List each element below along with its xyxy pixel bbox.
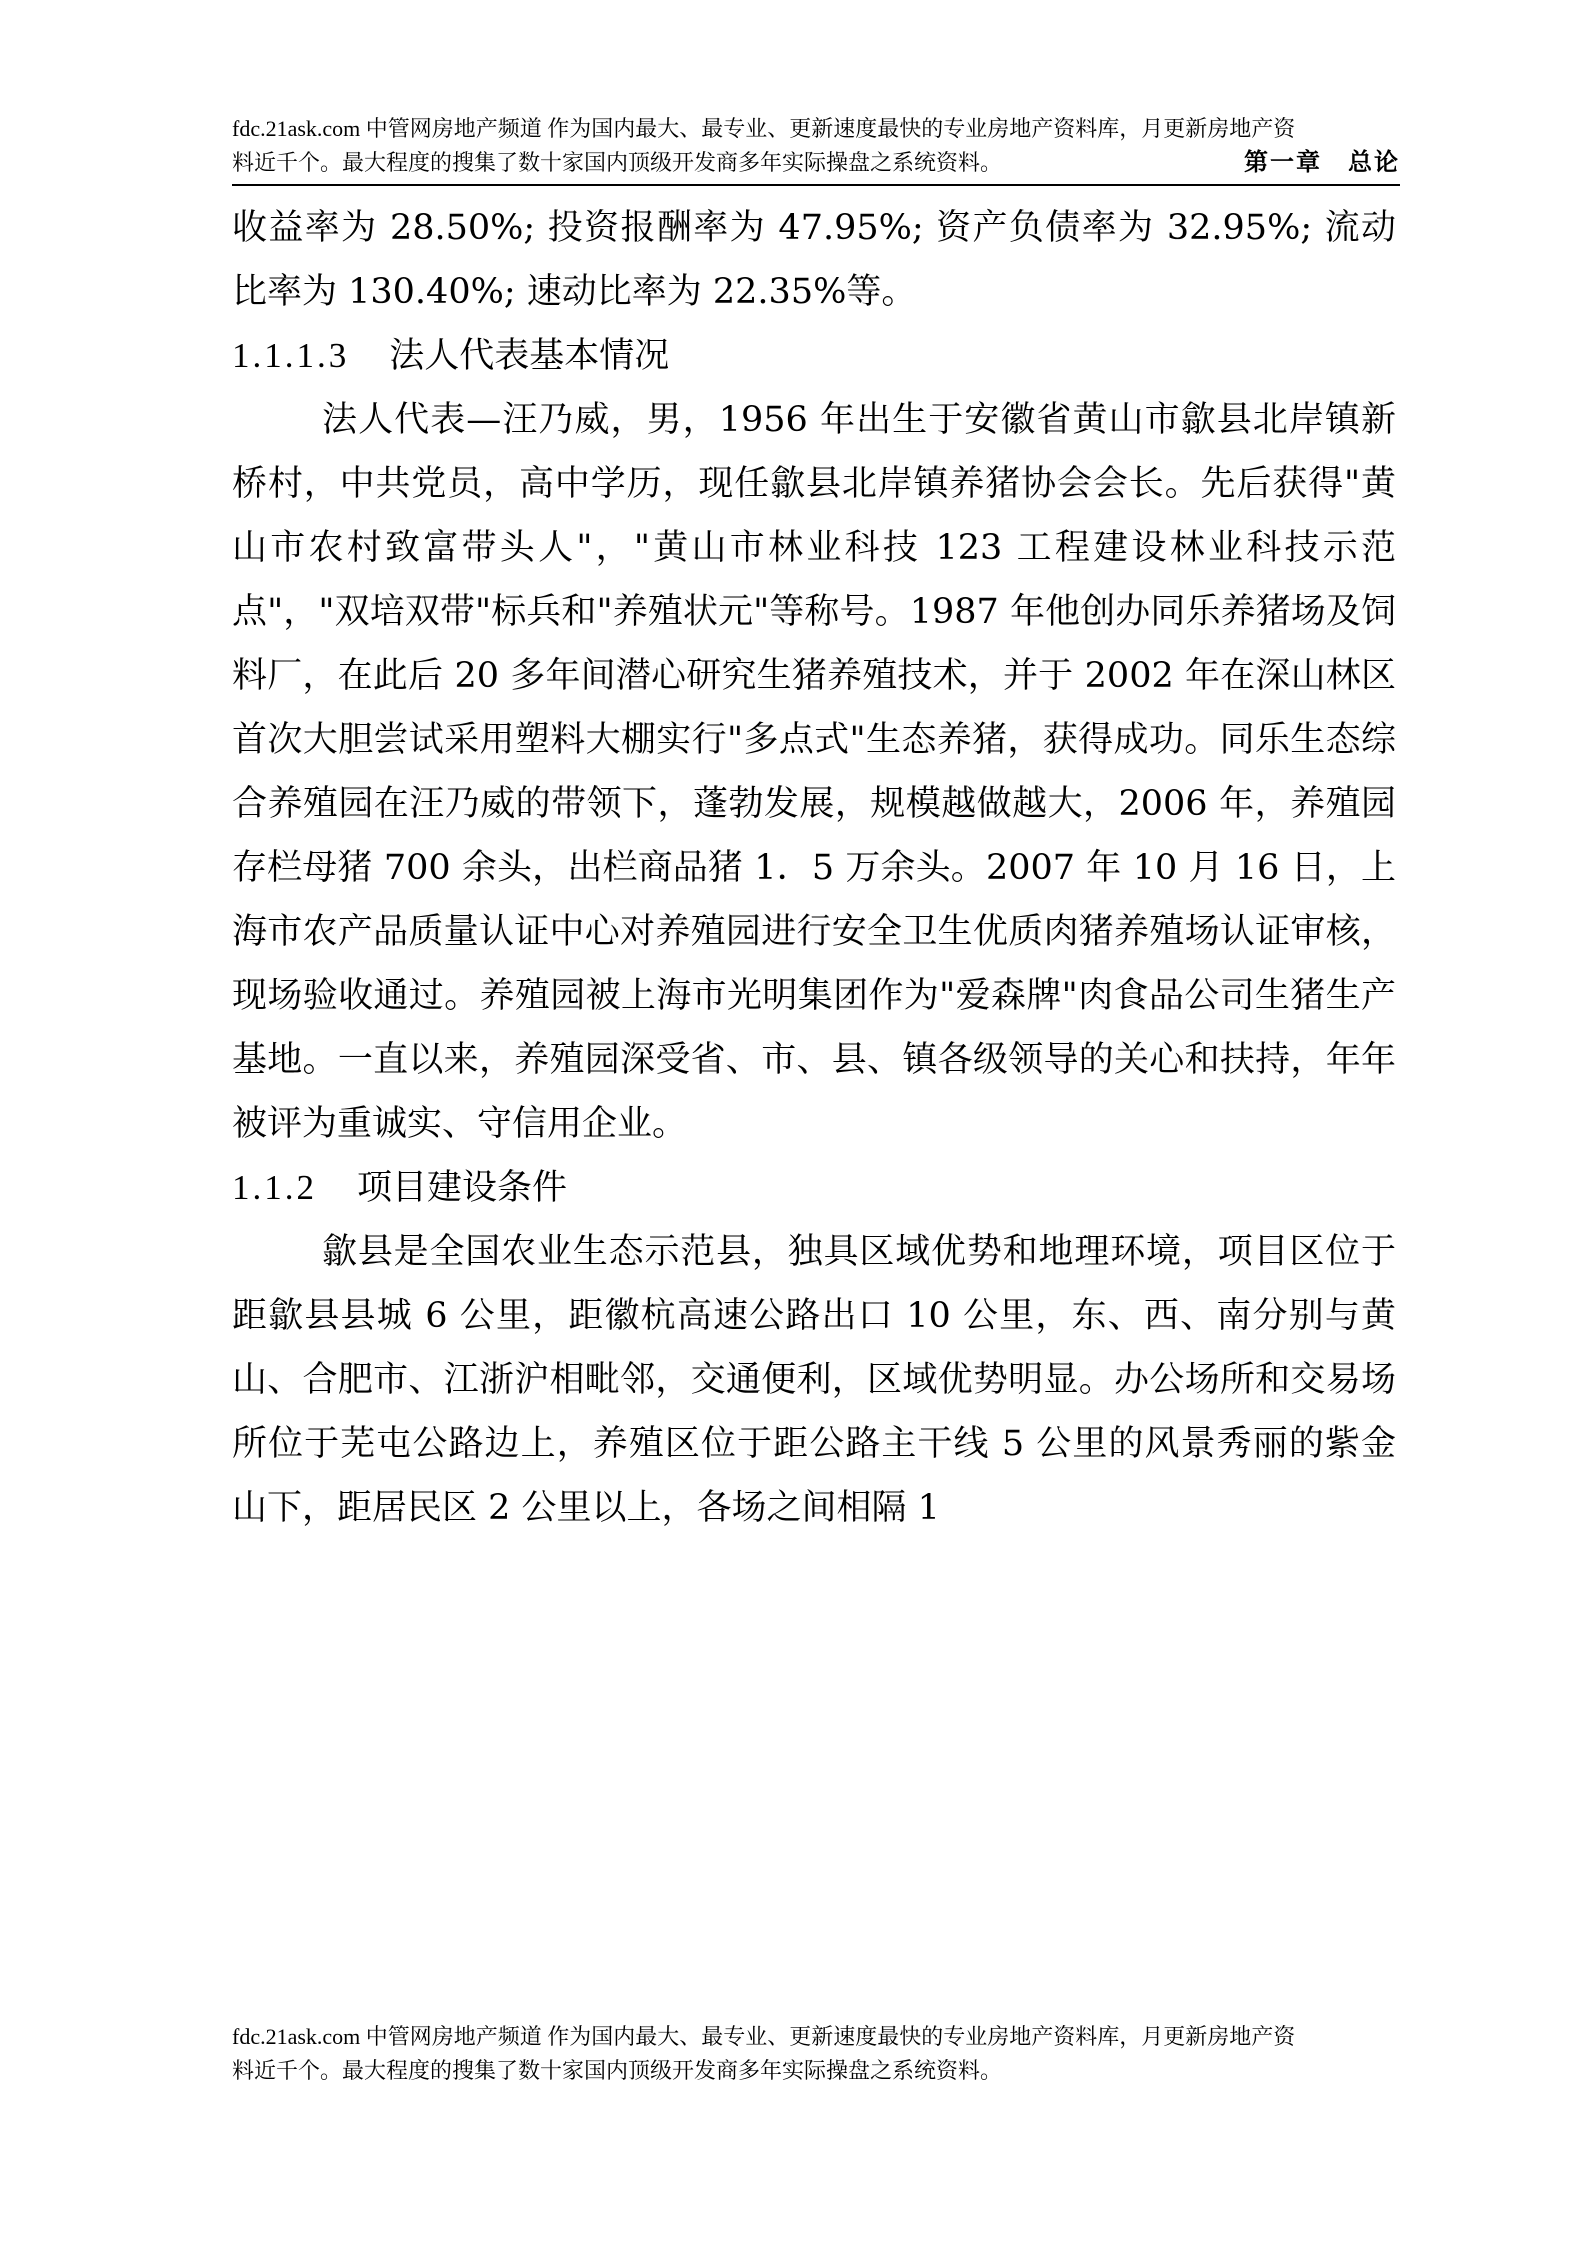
section-heading-construction-conditions xyxy=(232,1156,1396,1220)
section-number: 1.1.2 xyxy=(232,1168,317,1207)
section-title: 法人代表基本情况 xyxy=(389,336,670,376)
page-footer xyxy=(232,2020,1400,2088)
paragraph-legal-representative: 法人代表—汪乃威，男，1956 年出生于安徽省黄山市歙县北岸镇新桥村，中共党员，高中学历，现任歙县北岸镇养猪协会会长。先后获得"黄山市农村致富带头人"，"黄山市林业科技 123 工程建设林业科技示范点"，"双培双带"标兵和"养殖状元"等称号。1987 年他创办同乐养猪场及饲料厂，在此后 20 多年间潜心研究生猪养殖技术，并于 2002 年在深山林区首次大胆尝试采用塑料大棚实行"多点式"生态养猪，获得成功。同乐生态综合养殖园在汪乃威的带领下，蓬勃发展，规模越做越大，2006 年，养殖园存栏母猪 700 余头，出栏商品猪 1．5 万余头。2007 年 10 月 16 日，上海市农产品质量认证中心对养殖园进行安全卫生优质肉猪养殖场认证审核，现场验收通过。养殖园被上海市光明集团作为"爱森牌"肉食品公司生猪生产基地。一直以来，养殖园深受省、市、县、镇各级领导的关心和扶持，年年被评为重诚实、守信用企业。 xyxy=(232,400,1396,1144)
section-title: 项目建设条件 xyxy=(357,1168,568,1208)
header-divider xyxy=(232,184,1400,186)
footer-line-1: fdc.21ask.com 中管网房地产频道 作为国内最大、最专业、更新速度最快的专业房地产资料库，月更新房地产资 xyxy=(232,2024,1296,2049)
chapter-title: 第一章 总论 xyxy=(1244,150,1400,176)
paragraph-construction-conditions: 歙县是全国农业生态示范县，独具区域优势和地理环境，项目区位于距歙县县城 6 公里，距徽杭高速公路出口 10 公里，东、西、南分别与黄山、合肥市、江浙沪相毗邻，交通便利，区域优势明显。办公场所和交易场所位于芜屯公路边上，养殖区位于距公路主干线 5 公里的风景秀丽的紫金山下，距居民区 2 公里以上，各场之间相隔 1 xyxy=(232,1232,1396,1528)
header-line-2-text: 料近千个。最大程度的搜集了数十家国内顶级开发商多年实际操盘之系统资料。 xyxy=(232,150,1003,175)
page-header xyxy=(232,112,1400,180)
section-heading-legal-representative xyxy=(232,324,1396,388)
section-number: 1.1.1.3 xyxy=(232,336,350,375)
page-body xyxy=(232,196,1396,1540)
header-line-2 xyxy=(232,146,1400,180)
footer-line-2: 料近千个。最大程度的搜集了数十家国内顶级开发商多年实际操盘之系统资料。 xyxy=(232,2058,1003,2083)
header-line-1: fdc.21ask.com 中管网房地产频道 作为国内最大、最专业、更新速度最快的专业房地产资料库，月更新房地产资 xyxy=(232,116,1296,141)
paragraph-financial-ratios: 收益率为 28.50%; 投资报酬率为 47.95%; 资产负债率为 32.95%; 流动比率为 130.40%; 速动比率为 22.35%等。 xyxy=(232,208,1396,312)
